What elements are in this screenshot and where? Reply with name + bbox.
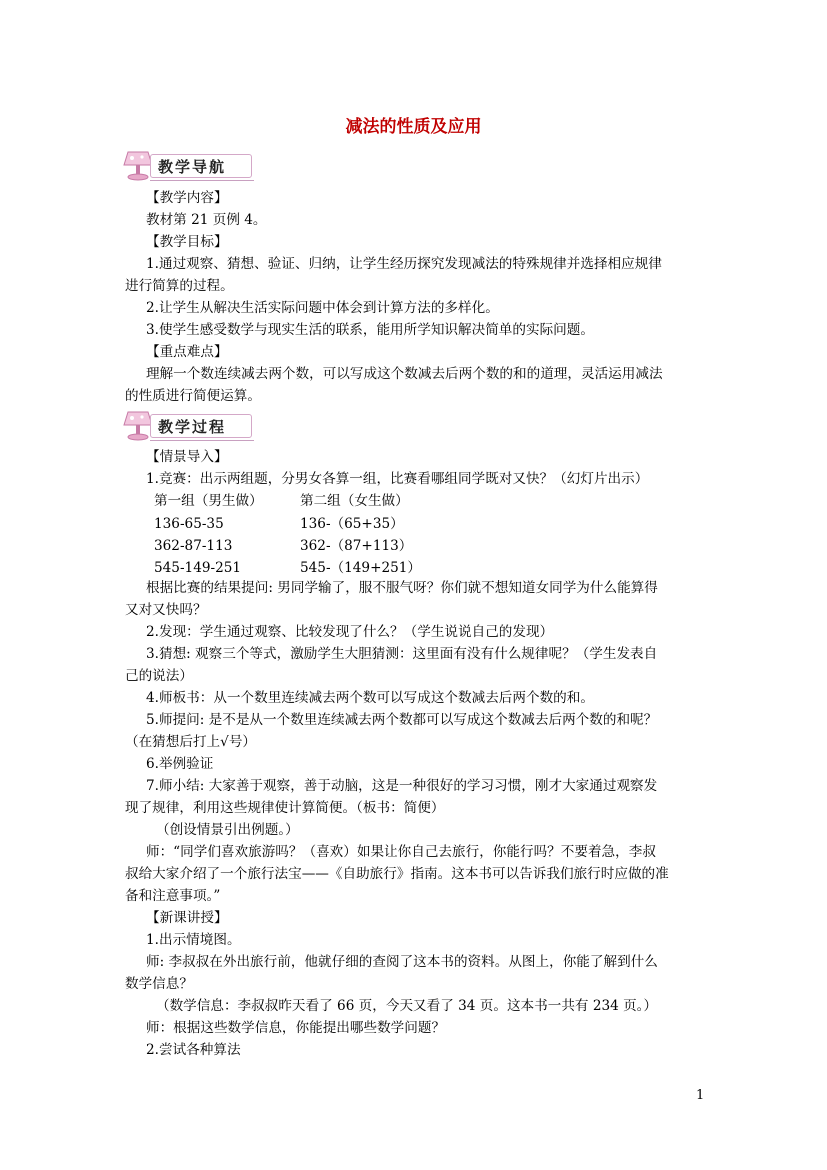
paragraph: （在猜想后打上√号） — [125, 734, 257, 750]
paragraph: 6.举例验证 — [146, 756, 214, 772]
heading-key-points: 【重点难点】 — [146, 344, 228, 360]
paragraph: 2.尝试各种算法 — [146, 1042, 241, 1058]
paragraph: （创设情景引出例题。） — [156, 822, 299, 838]
paragraph: 2.发现：学生通过观察、比较发现了什么？（学生说说自己的发现） — [146, 624, 554, 640]
heading-teaching-content: 【教学内容】 — [146, 190, 228, 206]
group2-problem: 545-（149+251） — [300, 560, 422, 576]
group2-problem: 362-（87+113） — [300, 538, 413, 554]
paragraph: 7.师小结: 大家善于观察，善于动脑，这是一种很好的学习习惯，刚才大家通过观察发 — [146, 778, 658, 794]
paragraph: 5.师提问: 是不是从一个数里连续减去两个数都可以写成这个数减去后两个数的和呢？ — [146, 712, 658, 728]
page-number: 1 — [696, 1088, 705, 1103]
banner-label: 教学过程 — [158, 418, 227, 436]
heading-teaching-goals: 【教学目标】 — [146, 234, 228, 250]
paragraph: 1.竞赛：出示两组题，分男女各算一组，比赛看哪组同学既对又快？（幻灯片出示） — [146, 471, 649, 487]
group1-problem: 362-87-113 — [154, 538, 233, 554]
paragraph: 师：“同学们喜欢旅游吗？（喜欢）如果让你自己去旅行，你能行吗？不要着急，李叔 — [146, 844, 656, 860]
paragraph: 的性质进行简便运算。 — [125, 388, 261, 404]
paragraph: 备和注意事项。” — [125, 888, 221, 904]
paragraph: 1.出示情境图。 — [146, 932, 241, 948]
group1-header: 第一组（男生做） — [154, 493, 263, 509]
banner-label: 教学导航 — [158, 158, 227, 176]
paragraph: （数学信息：李叔叔昨天看了 66 页，今天又看了 34 页。这本书一共有 234 页。） — [156, 998, 658, 1014]
heading-scenario-intro: 【情景导入】 — [146, 449, 228, 465]
paragraph: 数学信息？ — [125, 976, 193, 992]
paragraph: 教材第 21 页例 4。 — [146, 212, 267, 228]
paragraph: 己的说法） — [125, 668, 193, 684]
section-banner-teaching-guide — [122, 148, 254, 184]
section-banner-teaching-process — [122, 408, 254, 444]
group1-problem: 545-149-251 — [154, 560, 242, 576]
heading-new-lesson: 【新课讲授】 — [146, 910, 228, 926]
paragraph: 4.师板书：从一个数里连续减去两个数可以写成这个数减去后两个数的和。 — [146, 690, 594, 706]
group2-header: 第二组（女生做） — [300, 493, 409, 509]
paragraph: 根据比赛的结果提问: 男同学输了，服不服气呀？你们就不想知道女同学为什么能算得 — [146, 580, 658, 596]
paragraph: 2.让学生从解决生活实际问题中体会到计算方法的多样化。 — [146, 300, 499, 316]
banner-underline — [150, 180, 254, 181]
paragraph: 又对又快吗？ — [125, 602, 207, 618]
paragraph: 进行简算的过程。 — [125, 278, 234, 294]
group1-problem: 136-65-35 — [154, 516, 224, 532]
paragraph: 1.通过观察、猜想、验证、归纳，让学生经历探究发现减法的特殊规律并选择相应规律 — [146, 256, 662, 272]
document-title: 减法的性质及应用 — [345, 117, 482, 137]
banner-underline — [150, 440, 254, 441]
paragraph: 师：根据这些数学信息，你能提出哪些数学问题？ — [146, 1020, 446, 1036]
paragraph: 叔给大家介绍了一个旅行法宝——《自助旅行》指南。这本书可以告诉我们旅行时应做的准 — [125, 866, 669, 882]
paragraph: 理解一个数连续减去两个数，可以写成这个数减去后两个数的和的道理，灵活运用减法 — [146, 366, 663, 382]
paragraph: 现了规律，利用这些规律使计算简便。（板书：简便） — [125, 800, 445, 816]
group2-problem: 136-（65+35） — [300, 516, 404, 532]
paragraph: 3.使学生感受数学与现实生活的联系，能用所学知识解决简单的实际问题。 — [146, 322, 594, 338]
paragraph: 3.猜想: 观察三个等式，激励学生大胆猜测：这里面有没有什么规律呢？（学生发表自 — [146, 646, 658, 662]
paragraph: 师: 李叔叔在外出旅行前，他就仔细的查阅了这本书的资料。从图上，你能了解到什么 — [146, 954, 658, 970]
